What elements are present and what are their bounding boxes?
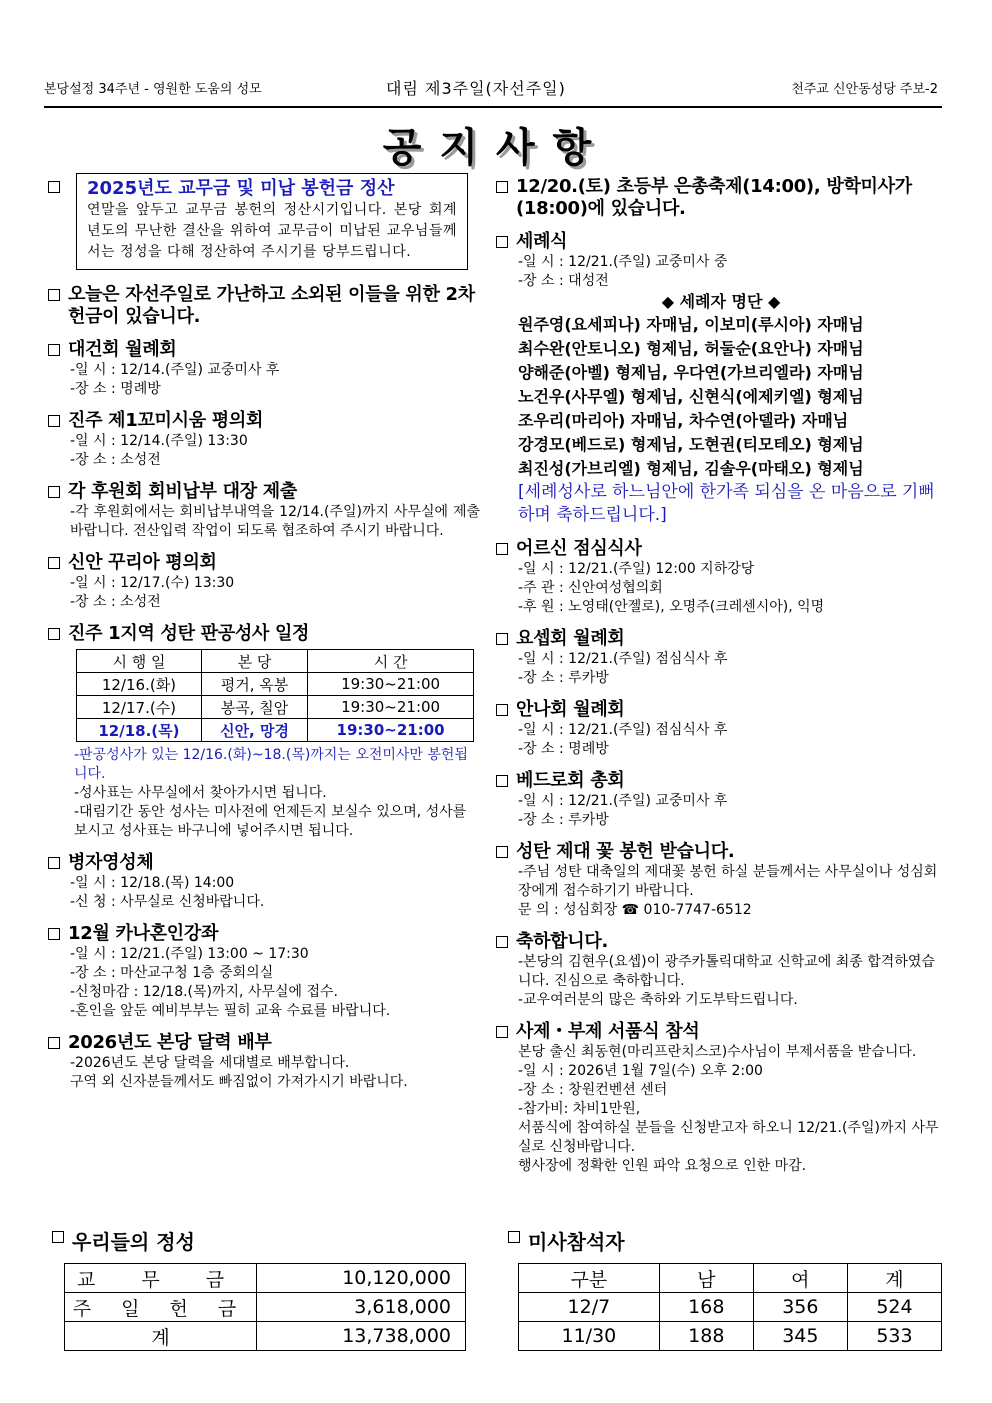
baptism-name-list <box>496 313 946 481</box>
checkbox-bullet-icon <box>48 486 60 498</box>
baptism-section <box>496 231 946 527</box>
table-cell: 계 <box>65 1322 257 1351</box>
support-fee-section <box>48 481 480 541</box>
section-line: -장 소 : 소성전 <box>70 594 161 610</box>
table-cell: 12/7 <box>519 1293 660 1322</box>
section-line: -일 시 : 12/14.(주일) 교중미사 후 <box>70 362 280 378</box>
table-cell: 533 <box>847 1322 941 1351</box>
checkbox-bullet-icon <box>52 1231 64 1243</box>
section-line: -참가비: 차비1만원, <box>518 1101 641 1117</box>
section-title: 병자영성체 <box>68 852 154 873</box>
joseph-section <box>496 628 946 688</box>
checkbox-bullet-icon <box>48 289 60 301</box>
table-cell: 3,618,000 <box>257 1293 466 1322</box>
section-line: 본당 출신 최동현(마리프란치스코)수사님이 부제서품을 받습니다. <box>518 1044 917 1060</box>
table-header-cell: 구분 <box>519 1264 660 1293</box>
table-header-cell: 본 당 <box>201 650 307 673</box>
section-line: -장 소 : 소성전 <box>70 452 161 468</box>
table-cell: 19:30~21:00 <box>308 673 474 696</box>
left-column <box>48 176 480 1103</box>
checkbox-bullet-icon <box>48 1037 60 1049</box>
section-line: -장 소 : 명례방 <box>70 381 161 397</box>
checkbox-bullet-icon <box>496 846 508 858</box>
list-item: 노건우(사무엘) 형제님, 신현식(에제키엘) 형제님 <box>518 387 864 406</box>
table-row <box>519 1322 942 1351</box>
list-item: 양해준(아벨) 형제님, 우다연(가브리엘라) 자매님 <box>518 363 864 382</box>
checkbox-bullet-icon <box>48 557 60 569</box>
section-note: -판공성사가 있는 12/16.(화)~18.(목)까지는 오전미사만 봉헌됩니다. <box>74 747 468 782</box>
section-line: 행사장에 정확한 인원 파악 요청으로 인한 마감. <box>518 1158 807 1174</box>
table-cell: 12/16.(화) <box>77 673 202 696</box>
right-column <box>496 176 946 1187</box>
section-line: 구역 외 신자분들께서도 빠짐없이 가져가시기 바랍니다. <box>70 1074 408 1090</box>
section-line: -주님 성탄 대축일의 제대꽃 봉헌 하실 분들께서는 사무실이나 성심회장에게 접수하기기 바랍니다. <box>518 864 938 899</box>
table-cell: 평거, 옥봉 <box>201 673 307 696</box>
checkbox-bullet-icon <box>496 775 508 787</box>
congratulations-section <box>496 931 946 1010</box>
section-line: -혼인을 앞둔 예비부부는 필히 교육 수료를 바랍니다. <box>70 1003 391 1019</box>
notice-body: 연말을 앞두고 교무금 봉헌의 정산시기입니다. 본당 회계년도의 무난한 결산을 위하여 교무금이 미납된 교우님들께서는 정성을 다해 정산하여 주시기를 당부드립니다. <box>87 202 457 260</box>
table-header-cell: 계 <box>847 1264 941 1293</box>
section-line: -장 소 : 루카방 <box>518 670 609 686</box>
section-title: 2026년도 본당 달력 배부 <box>68 1032 272 1053</box>
children-festival-section <box>496 176 946 220</box>
checkbox-bullet-icon <box>48 344 60 356</box>
table-cell: 356 <box>753 1293 847 1322</box>
section-line: -장 소 : 대성전 <box>518 273 609 289</box>
ordination-section <box>496 1021 946 1176</box>
attendance-table <box>518 1263 942 1351</box>
checkbox-bullet-icon <box>496 181 508 193</box>
table-header-cell: 시 간 <box>308 650 474 673</box>
section-line: -후 원 : 노영태(안젤로), 오명주(크레센시아), 익명 <box>518 599 825 615</box>
attendance-title: 미사참석자 <box>528 1230 625 1254</box>
charity-sunday-section <box>48 284 480 328</box>
section-line: -각 후원회에서는 회비납부내역을 12/14.(주일)까지 사무실에 제출 바랍니다. 전산입력 작업이 되도록 협조하여 주시기 바랍니다. <box>70 504 480 539</box>
checkbox-bullet-icon <box>496 704 508 716</box>
section-title: 진주 1지역 성탄 판공성사 일정 <box>68 623 310 644</box>
curia-section <box>48 552 480 612</box>
section-line: -일 시 : 12/17.(수) 13:30 <box>70 575 235 591</box>
confession-schedule-table <box>76 649 474 742</box>
page-header <box>44 76 944 106</box>
table-cell: 봉곡, 칠암 <box>201 696 307 719</box>
calendar-section <box>48 1032 480 1092</box>
notice-box <box>76 173 468 270</box>
section-title: 오늘은 자선주일로 가난하고 소외된 이들을 위한 2차 헌금이 있습니다. <box>68 284 475 327</box>
offering-table <box>64 1263 466 1351</box>
header-anniversary: 본당설정 34주년 - 영원한 도움의 성모 <box>44 82 262 97</box>
altar-flower-section <box>496 841 946 920</box>
elderly-lunch-section <box>496 538 946 617</box>
checkbox-bullet-icon <box>496 633 508 645</box>
table-header-row <box>519 1264 942 1293</box>
table-cell: 13,738,000 <box>257 1322 466 1351</box>
checkbox-bullet-icon <box>496 236 508 248</box>
section-line: -일 시 : 12/21.(주일) 12:00 지하강당 <box>518 561 755 577</box>
table-cell: 19:30~21:00 <box>308 719 474 742</box>
table-cell: 19:30~21:00 <box>308 696 474 719</box>
sick-communion-section <box>48 852 480 912</box>
table-header-cell: 시 행 일 <box>77 650 202 673</box>
checkbox-bullet-icon <box>496 936 508 948</box>
section-line: -본당의 김현우(요셉)이 광주카톨릭대학교 신학교에 최종 합격하였습니다. 진심으로 축하합니다. <box>518 954 935 989</box>
section-line: 서품식에 참여하실 분들을 신청받고자 하오니 12/21.(주일)까지 사무실로 신청바랍니다. <box>518 1120 939 1155</box>
section-line: -일 시 : 12/21.(주일) 13:00 ~ 17:30 <box>70 946 309 962</box>
section-title: 진주 제1꼬미시움 평의회 <box>68 410 264 431</box>
section-title: 신안 꾸리아 평의회 <box>68 552 217 573</box>
section-title: 대건회 월례회 <box>68 339 177 360</box>
table-row <box>65 1293 466 1322</box>
list-item: 강경모(베드로) 형제님, 도현권(티모테오) 형제님 <box>518 435 864 454</box>
header-rule <box>44 106 942 108</box>
table-cell: 신안, 망경 <box>201 719 307 742</box>
section-line: -일 시 : 12/21.(주일) 교중미사 후 <box>518 793 728 809</box>
section-line: -장 소 : 루카방 <box>518 812 609 828</box>
section-note: -성사표는 사무실에서 찾아가시면 됩니다. <box>74 785 327 801</box>
section-line: -일 시 : 12/21.(주일) 점심식사 후 <box>518 722 728 738</box>
section-line: -장 소 : 명례방 <box>518 741 609 757</box>
comitium-section <box>48 410 480 470</box>
attendance-block <box>508 1226 942 1351</box>
peter-section <box>496 770 946 830</box>
section-title: 축하합니다. <box>516 931 608 952</box>
table-cell: 12/18.(목) <box>77 719 202 742</box>
list-item: 최수완(안토니오) 형제님, 허둘순(요안나) 자매님 <box>518 339 864 358</box>
section-line: -일 시 : 12/21.(주일) 점심식사 후 <box>518 651 728 667</box>
section-line: -일 시 : 2026년 1월 7일(수) 오후 2:00 <box>518 1063 763 1079</box>
table-row <box>519 1293 942 1322</box>
table-cell: 10,120,000 <box>257 1264 466 1293</box>
table-cell: 11/30 <box>519 1322 660 1351</box>
anna-section <box>496 699 946 759</box>
section-title: 12/20.(토) 초등부 은총축제(14:00), 방학미사가 (18:00)에 있습니다. <box>516 176 912 219</box>
section-line: -신 청 : 사무실로 신청바랍니다. <box>70 894 265 910</box>
offering-block <box>52 1226 466 1351</box>
table-row <box>77 696 474 719</box>
section-title: 어르신 점심식사 <box>516 538 642 559</box>
section-line: -신청마감 : 12/18.(목)까지, 사무실에 접수. <box>70 984 339 1000</box>
section-line: -일 시 : 12/14.(주일) 13:30 <box>70 433 248 449</box>
checkbox-bullet-icon <box>48 628 60 640</box>
checkbox-bullet-icon <box>496 543 508 555</box>
header-liturgical-day: 대림 제3주일(자선주일) <box>386 79 566 98</box>
section-title: 각 후원회 회비납부 대장 제출 <box>68 481 297 502</box>
table-row <box>65 1322 466 1351</box>
checkbox-bullet-icon <box>496 1026 508 1038</box>
table-row-highlighted <box>77 719 474 742</box>
section-title: 사제・부제 서품식 참석 <box>516 1021 700 1042</box>
table-header-cell: 여 <box>753 1264 847 1293</box>
table-row <box>65 1264 466 1293</box>
list-item: 조우리(마리아) 자매님, 차수연(아델라) 자매님 <box>518 411 849 430</box>
section-line: 문 의 : 성심회장 ☎ 010-7747-6512 <box>518 902 752 918</box>
table-header-cell: 남 <box>659 1264 753 1293</box>
section-line: -일 시 : 12/21.(주일) 교중미사 중 <box>518 254 728 270</box>
table-row <box>77 673 474 696</box>
table-cell: 168 <box>659 1293 753 1322</box>
list-item: 원주영(요세피나) 자매님, 이보미(루시아) 자매님 <box>518 315 864 334</box>
daegeon-section <box>48 339 480 399</box>
checkbox-bullet-icon <box>48 928 60 940</box>
offering-title: 우리들의 정성 <box>72 1230 195 1254</box>
notice-title: 2025년도 교무금 및 미납 봉헌금 정산 <box>87 178 395 199</box>
table-cell: 188 <box>659 1322 753 1351</box>
section-line: -장 소 : 마산교구청 1층 중회의실 <box>70 965 274 981</box>
checkbox-bullet-icon <box>48 415 60 427</box>
baptism-blessing: [세례성사로 하느님안에 한가족 되심을 온 마음으로 기뻐하며 축하드립니다.] <box>518 482 935 525</box>
table-header-row <box>77 650 474 673</box>
table-cell: 345 <box>753 1322 847 1351</box>
section-title: 성탄 제대 꽃 봉헌 받습니다. <box>516 841 735 862</box>
checkbox-bullet-icon <box>48 857 60 869</box>
confession-schedule-section <box>48 623 480 841</box>
section-title: 요셉회 월례회 <box>516 628 625 649</box>
cana-course-section <box>48 923 480 1021</box>
header-parish: 천주교 신안동성당 주보-2 <box>791 82 938 97</box>
page-title: 공지사항 <box>382 125 610 171</box>
notice-section <box>48 176 480 270</box>
checkbox-bullet-icon <box>48 181 60 193</box>
section-note: -대림기간 동안 성사는 미사전에 언제든지 보실수 있으며, 성사를 보시고 성사표는 바구니에 넣어주시면 됩니다. <box>74 804 467 839</box>
table-cell: 주 일 헌 금 <box>65 1293 257 1322</box>
section-title: 베드로회 총회 <box>516 770 625 791</box>
section-line: -교우여러분의 많은 축하와 기도부탁드립니다. <box>518 992 798 1008</box>
table-cell: 12/17.(수) <box>77 696 202 719</box>
section-line: -주 관 : 신안여성협의회 <box>518 580 663 596</box>
table-cell: 교 무 금 <box>65 1264 257 1293</box>
section-line: -일 시 : 12/18.(목) 14:00 <box>70 875 235 891</box>
section-title: 12월 카나혼인강좌 <box>68 923 219 944</box>
section-title: 안나회 월례회 <box>516 699 625 720</box>
list-item: 최진성(가브리엘) 형제님, 김솔우(마태오) 형제님 <box>518 459 864 478</box>
baptism-list-heading: ◆ 세례자 명단 ◆ <box>661 292 781 311</box>
section-line: -장 소 : 창원컨벤션 센터 <box>518 1082 668 1098</box>
section-line: -2026년도 본당 달력을 세대별로 배부합니다. <box>70 1055 350 1071</box>
table-cell: 524 <box>847 1293 941 1322</box>
checkbox-bullet-icon <box>508 1231 520 1243</box>
section-title: 세례식 <box>516 231 568 252</box>
